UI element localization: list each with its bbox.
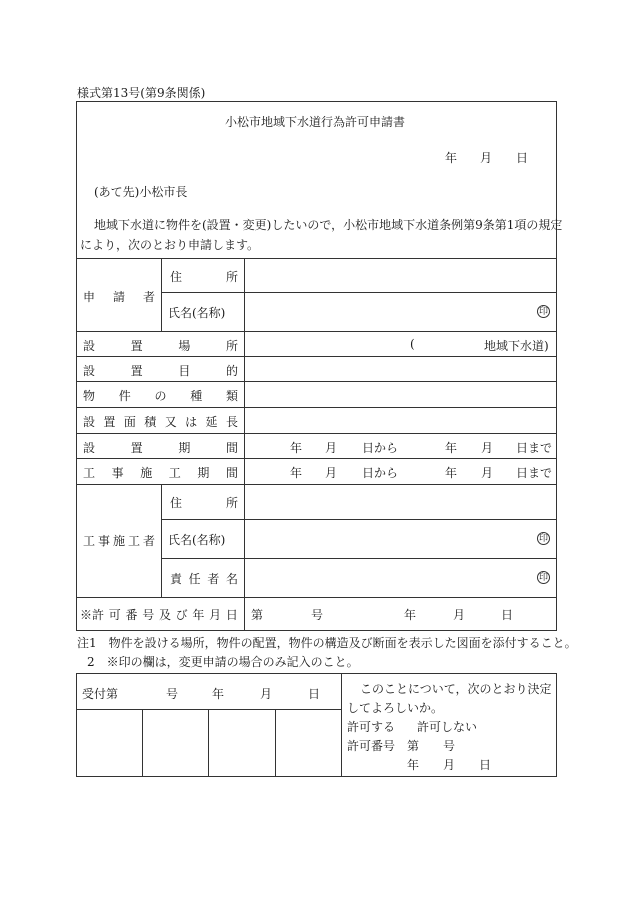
reception-day: 日	[308, 687, 321, 701]
permit-number-dai: 第	[407, 739, 420, 753]
work-period-until: 日まで	[516, 466, 553, 480]
permit-number-date-label: ※許 可 番 号 及 び 年 月 日	[80, 608, 238, 622]
work-period-year: 年	[290, 466, 303, 480]
date-day: 日	[516, 151, 529, 165]
form-number: 様式第13号(第9条関係)	[77, 86, 206, 100]
decision-text-line1: このことについて，次のとおり決定	[360, 682, 552, 696]
note-1: 注1 物件を設ける場所，物件の配置，物件の構造及び断面を表示した図面を添付すること。	[77, 636, 577, 650]
permit-day: 日	[501, 608, 514, 622]
location-suffix: 地域下水道)	[484, 339, 549, 353]
location-label: 設 置 場 所	[83, 339, 238, 353]
period-year: 年	[290, 441, 303, 455]
option-not-permit: 許可しない	[417, 720, 478, 734]
reception-no: 号	[166, 687, 179, 701]
work-period-label: 工 事 施 工 期 間	[83, 466, 238, 480]
reception-label: 受付第	[82, 687, 119, 701]
reception-year: 年	[212, 687, 225, 701]
decision-month: 月	[443, 758, 456, 772]
note-2: 2 ※印の欄は，変更申請の場合のみ記入のこと。	[87, 655, 359, 669]
work-period-end-month: 月	[481, 466, 494, 480]
body-text-line1: 地域下水道に物件を(設置・変更)したいので，小松市地域下水道条例第9条第1項の規定	[94, 218, 563, 232]
kind-label: 物 件 の 種 類	[83, 389, 238, 403]
manager-seal-mark: 印	[538, 573, 548, 583]
work-period-month: 月	[325, 466, 338, 480]
purpose-label: 設 置 目 的	[83, 364, 238, 378]
manager-name-label: 責 任 者 名	[170, 572, 238, 586]
work-period-from: 日から	[362, 466, 399, 480]
date-year: 年	[445, 151, 458, 165]
form-title: 小松市地域下水道行為許可申請書	[224, 115, 405, 129]
period-month: 月	[325, 441, 338, 455]
period-until: 日まで	[516, 441, 553, 455]
permit-number-go: 号	[443, 739, 456, 753]
addressee: (あて先)小松市長	[94, 185, 188, 199]
decision-year: 年	[407, 758, 420, 772]
work-period-end-year: 年	[445, 466, 458, 480]
period-end-month: 月	[481, 441, 494, 455]
decision-day: 日	[479, 758, 492, 772]
contractor-name-label: 氏名(名称)	[168, 533, 226, 547]
contractor-label: 工 事 施 工 者	[83, 534, 155, 548]
option-permit: 許可する	[347, 720, 396, 734]
contractor-address-label: 住 所	[170, 496, 238, 510]
permit-year: 年	[404, 608, 417, 622]
permit-no-prefix: 第	[251, 608, 264, 622]
decision-text-line2: してよろしいか。	[347, 701, 444, 715]
permit-number-label: 許可番号	[347, 739, 396, 753]
applicant-name-label: 氏名(名称)	[168, 306, 226, 320]
applicant-seal-mark: 印	[538, 307, 548, 317]
area-length-label: 設 置 面 積 又 は 延 長	[83, 415, 238, 429]
permit-month: 月	[453, 608, 466, 622]
body-text-line2: により，次のとおり申請します。	[80, 238, 260, 252]
permit-no-suffix: 号	[311, 608, 324, 622]
installation-period-label: 設 置 期 間	[83, 441, 238, 455]
date-month: 月	[480, 151, 493, 165]
period-end-year: 年	[445, 441, 458, 455]
contractor-seal-mark: 印	[538, 534, 548, 544]
applicant-address-label: 住 所	[170, 270, 238, 284]
period-from: 日から	[362, 441, 399, 455]
reception-month: 月	[260, 687, 273, 701]
location-paren: (	[410, 337, 415, 351]
applicant-label: 申 請 者	[83, 290, 155, 304]
